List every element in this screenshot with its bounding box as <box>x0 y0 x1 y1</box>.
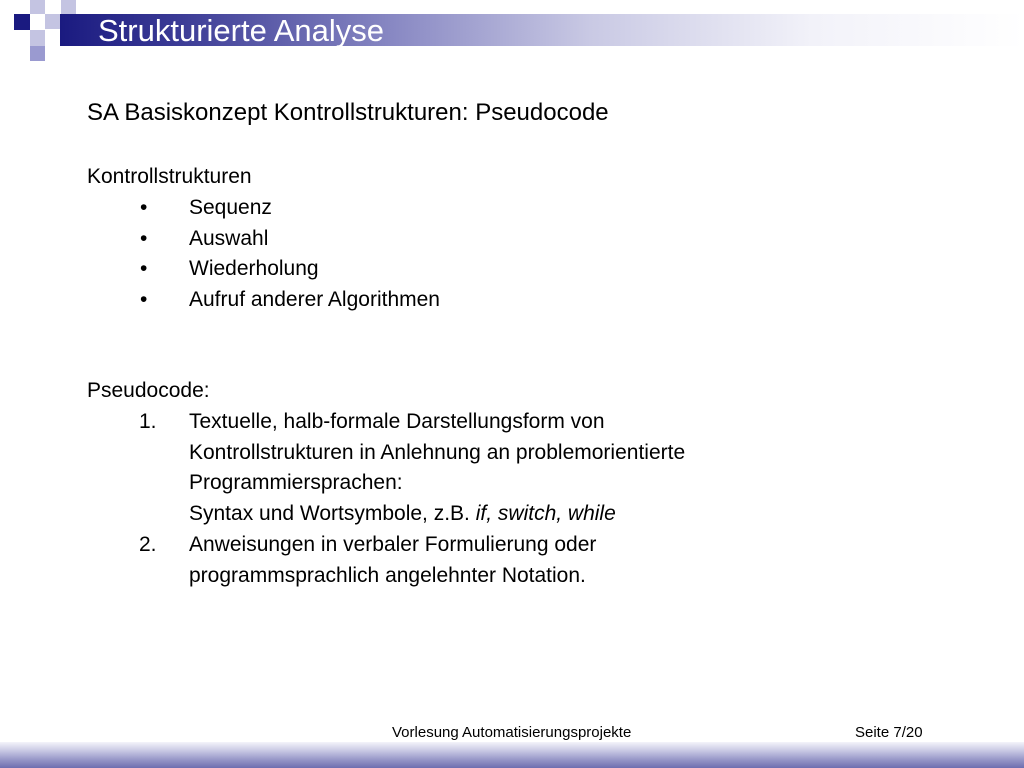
list-item-text: Auswahl <box>189 226 269 250</box>
syntax-prefix: Syntax und Wortsymbole, z.B. <box>189 502 476 526</box>
list-item-text: Sequenz <box>189 196 272 219</box>
footer-band <box>0 742 1024 768</box>
syntax-keywords: if, switch, while <box>475 502 616 526</box>
list-number: 2. <box>139 532 157 556</box>
list-item-text <box>189 530 829 591</box>
list-item <box>0 407 829 530</box>
list-item <box>0 530 829 591</box>
text-line: Kontrollstrukturen in Anlehnung an problemorientierte <box>189 440 686 464</box>
list-item-text: Wiederholung <box>189 257 319 281</box>
list-item-text: Aufruf anderer Algorithmen <box>189 288 440 312</box>
slide-title: Strukturierte Analyse <box>98 13 385 48</box>
footer-course: Vorlesung Automatisierungsprojekte <box>392 724 632 741</box>
text-line: Anweisungen in verbaler Formulierung oder <box>189 532 597 556</box>
pseudocode-heading: Pseudocode: <box>87 379 210 402</box>
syntax-line <box>189 499 829 530</box>
text-line: programmsprachlich angelehnter Notation. <box>189 563 586 587</box>
list-number: 1. <box>139 410 157 433</box>
bullet-icon: • <box>140 196 148 219</box>
text-line: Programmiersprachen: <box>189 471 403 495</box>
bullet-icon: • <box>140 257 148 281</box>
slide-subtitle: SA Basiskonzept Kontrollstrukturen: Pseudocode <box>87 99 609 126</box>
bullet-icon: • <box>140 288 148 312</box>
text-line: Textuelle, halb-formale Darstellungsform von <box>189 410 605 433</box>
pseudocode-list <box>0 407 829 591</box>
footer-page-number: Seite 7/20 <box>855 724 923 741</box>
kontrollstrukturen-heading: Kontrollstrukturen <box>87 165 252 188</box>
bullet-icon: • <box>140 226 148 250</box>
list-item-text <box>189 407 829 530</box>
